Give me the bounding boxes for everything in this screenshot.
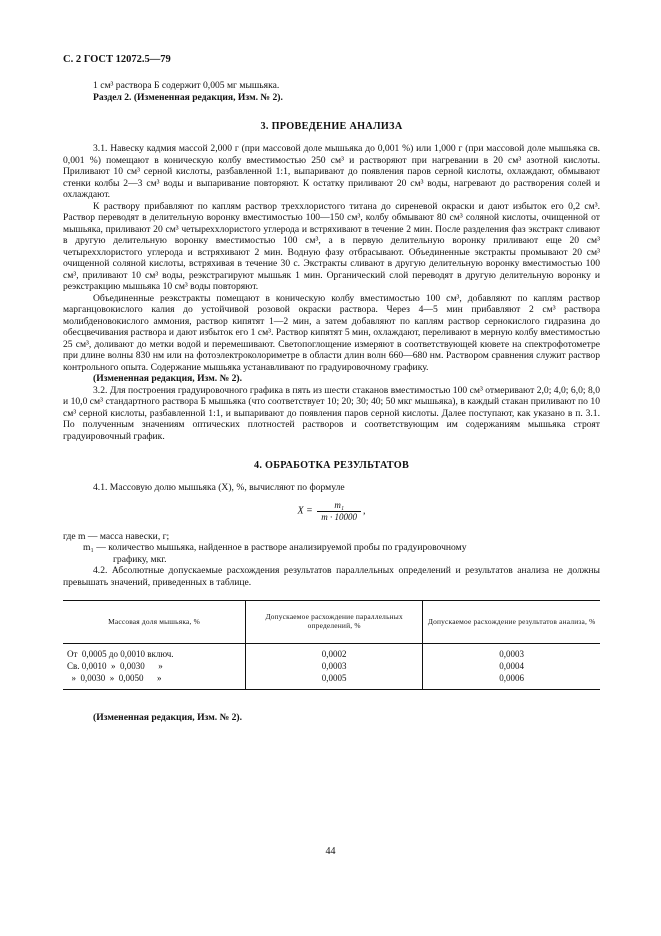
table-row [63, 673, 600, 690]
section-3-title: 3. ПРОВЕДЕНИЕ АНАЛИЗА [260, 121, 403, 132]
formula-definitions [63, 531, 600, 566]
paragraph-4-2: 4.2. Абсолютные допускаемые расхождения результатов параллельных определений и результатов анализа не должны превышать значений, приведенных в таблице. [63, 565, 600, 588]
table-header-row [63, 601, 600, 644]
table-cell: 0,0003 [423, 643, 600, 660]
page-header: С. 2 ГОСТ 12072.5—79 [63, 54, 171, 65]
formula-numerator: m₁ [317, 500, 361, 512]
paragraph-titanium: К раствору прибавляют по каплям раствор треххлористого титана до сиреневой окраски и дают избыток его 0,2 см³. Раствор переводят в делительную воронку вместимостью 100—150 см³, колбу обмывают 80 см³ соляной кислоты, очищенной от мышьяка, приливают 20 см³ четыреххлористого углерода и встряхивают в течение 2 мин. После разделения фаз экстракт сливают в другую делительную воронку вместимостью 100 см³, а в первую делительную воронку приливают еще 20 см³ четыреххлористого углерода и встряхивают 2 мин. Водную фазу отбрасывают. Объединенные экстракты промывают 20 см³ очищенной соляной кислоты, встряхивая в течение 30 с. Экстракты сливают в другую делительную воронку вместимостью 100 см³, приливают 10 см³ воды, реэкстрагируют мышьяк 1 мин. Органический слой переводят в другую делительную воронку и реэкстракцию мышьяка 10 см³ воды повторяют. [63, 200, 600, 293]
table-cell-text: От 0,0005 до 0,0010 включ. [67, 648, 174, 659]
table-cell-text: Св. 0,0010 » 0,0030 » [67, 660, 163, 671]
definition-m1: m₁ — количество мышьяка, найденное в растворе анализируемой пробы по градуировочному [83, 542, 467, 554]
table-cell [63, 643, 246, 660]
page-number: 44 [325, 846, 336, 857]
table-header-mass-fraction: Массовая доля мышьяка, % [63, 601, 246, 644]
table-row [63, 661, 600, 673]
table-cell: 0,0004 [423, 661, 600, 673]
document-body [63, 80, 600, 724]
table-row [63, 643, 600, 660]
table-cell-text: » 0,0030 » 0,0050 » [67, 672, 162, 683]
table-cell: 0,0005 [246, 673, 423, 690]
table-cell: 0,0002 [246, 643, 423, 660]
tolerance-table [63, 600, 600, 690]
paragraph-3-2: 3.2. Для построения градуировочного графика в пять из шести стаканов вместимостью 100 см³ отмеривают 2,0; 4,0; 6,0; 8,0 и 10,0 см³ стандартного раствора Б мышьяка (что соответствует 10; 20; 30; 40; 50 мкг мышьяка), в каждый стакан приливают по 10 см³ серной кислоты, разбавленной 1:1, и выпаривают до появления паров серной кислоты. Далее поступают, как указано в п. 3.1. По полученным значениям оптических плотностей растворов и соответствующим им содержаниям мышьяка строят градуировочный график. [63, 384, 600, 442]
amendment-note-1: (Измененная редакция, Изм. № 2). [93, 373, 243, 385]
table-cell: 0,0006 [423, 673, 600, 690]
section-4-title: 4. ОБРАБОТКА РЕЗУЛЬТАТОВ [253, 460, 410, 472]
definition-m1-cont: графику, мкг. [113, 553, 167, 565]
table-header-parallel: Допускаемое расхождение параллельных определений, % [246, 601, 423, 644]
table-cell: 0,0003 [246, 661, 423, 673]
paragraph-reextracts: Объединенные реэкстракты помещают в коническую колбу вместимостью 100 см³, добавляют по каплям раствор марганцовокислого калия до устойчивой розовой окраски раствора. Через 4—5 мин прибавляют 2 см³ раствора молибденовокислого аммония, раствор кипятят 1—2 мин, а затем добавляют по каплям раствор сернокислого гидразина до обесцвечивания раствора и дают избыток его 1 см³. Раствор кипятят 5 мин, охлаждают, переливают в мерную колбу вместимостью 25 см³, доливают до метки водой и перемешивают. Светопоглощение измеряют в соответствующей кювете на спектрофотометре при длине волны 830 нм или на фотоэлектроколориметре в области длин волн 660—680 нм. Раствором сравнения служит раствор контрольного опыта. Содержание мышьяка устанавливают по градуировочному графику. [63, 292, 600, 373]
table-cell [63, 661, 246, 673]
formula [63, 500, 600, 523]
formula-lhs: X = [297, 505, 313, 517]
table-header-analysis: Допускаемое расхождение результатов анализа, % [423, 601, 600, 644]
paragraph-3-1: 3.1. Навеску кадмия массой 2,000 г (при массовой доле мышьяка до 0,001 %) или 1,000 г (при массовой доле мышьяка св. 0,001 %) помещают в коническую колбу вместимостью 250 см³ и растворяют при нагревании в 20 см³ азотной кислоты. Приливают 10 см³ серной кислоты, разбавленной 1:1, выпаривают до появления паров серной кислоты, охлаждают, обмывают стенки колбы 2—3 см³ воды и выпаривание повторяют. К остатку приливают 20 см³ воды, нагревают до растворения солей и охлаждают. [63, 143, 600, 201]
formula-fraction [317, 500, 361, 523]
intro-amendment: Раздел 2. (Измененная редакция, Изм. № 2). [93, 91, 283, 103]
paragraph-4-1: 4.1. Массовую долю мышьяка (X), %, вычисляют по формуле [93, 482, 345, 494]
formula-tail: , [363, 505, 366, 517]
table-cell [63, 673, 246, 690]
definition-m: где m — масса навески, г; [63, 530, 170, 542]
amendment-note-2: (Измененная редакция, Изм. № 2). [93, 712, 243, 724]
formula-denominator: m · 10000 [321, 511, 358, 522]
intro-line-1: 1 см³ раствора Б содержит 0,005 мг мышьяка. [93, 80, 280, 91]
